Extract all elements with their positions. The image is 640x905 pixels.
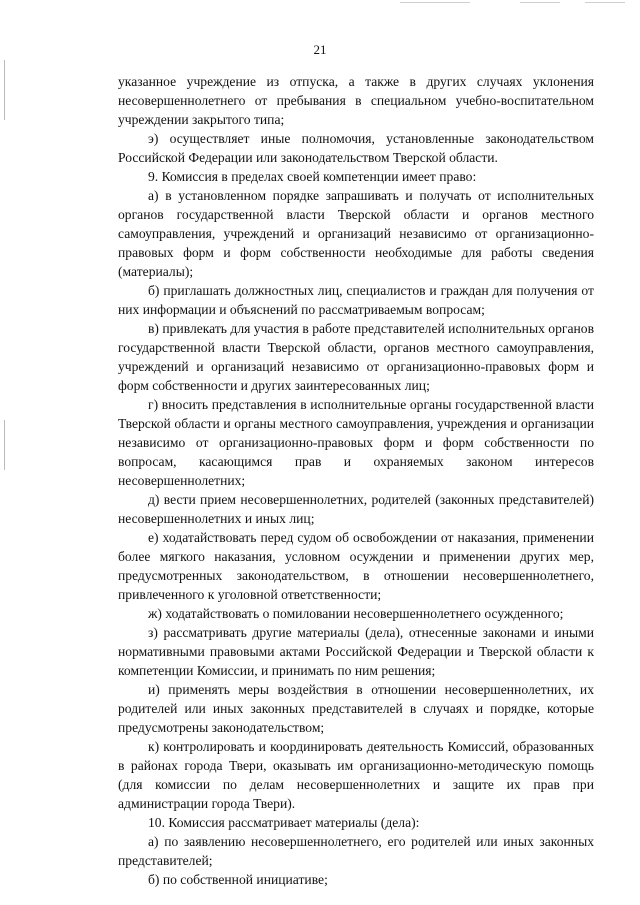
paragraph: г) вносить представления в исполнительные органы государственной власти Тверской области и органы местного самоуправления, учреждения и организации независимо от организационно-правовых форм и форм собственности по вопросам, касающимся прав и охраняемых законом интересов несовершеннолетних; (118, 397, 594, 488)
scan-top-mark (400, 2, 470, 3)
document-body (118, 72, 594, 889)
page-number: 21 (313, 42, 327, 57)
scan-edge-mark (4, 60, 5, 120)
paragraph: а) по заявлению несовершеннолетнего, его родителей или иных законных представителей; (118, 834, 594, 868)
paragraph: з) рассматривать другие материалы (дела), отнесенные законами и иными нормативными правовыми актами Российской Федерации и Тверской области к компетенции Комиссии, и принимать по ним решения; (118, 625, 594, 678)
paragraph: и) применять меры воздействия в отношении несовершеннолетних, их родителей или иных законных представителей в случаях и порядке, которые предусмотрены законодательством; (118, 682, 594, 735)
paragraph: ж) ходатайствовать о помиловании несовершеннолетнего осужденного; (148, 606, 564, 621)
paragraph: б) по собственной инициативе; (148, 872, 328, 887)
paragraph: указанное учреждение из отпуска, а также в других случаях уклонения несовершеннолетнего от пребывания в специальном учебно-воспитательном учреждении закрытого типа; (118, 74, 594, 127)
paragraph: д) вести прием несовершеннолетних, родителей (законных представителей) несовершеннолетних и иных лиц; (118, 492, 594, 526)
paragraph: е) ходатайствовать перед судом об освобождении от наказания, применении более мягкого наказания, условном осуждении и применении других мер, предусмотренных законодательством, в отношении несовершеннолетнего, привлеченного к уголовной ответственности; (118, 530, 594, 602)
paragraph: э) осуществляет иные полномочия, установленные законодательством Российской Федерации или законодательством Тверской области. (118, 131, 594, 165)
paragraph: в) привлекать для участия в работе представителей исполнительных органов государственной власти Тверской области, органов местного самоуправления, учреждений и организаций независимо от организационно-правовых форм и форм собственности и других заинтересованных лиц; (118, 321, 594, 393)
scan-top-mark (520, 2, 560, 3)
scan-edge-mark (4, 420, 5, 470)
paragraph: к) контролировать и координировать деятельность Комиссий, образованных в районах города Твери, оказывать им организационно-методическую помощь (для комиссии по делам несовершеннолетних и защите их прав при администрации города Твери). (118, 739, 594, 811)
paragraph: 10. Комиссия рассматривает материалы (дела): (148, 815, 420, 830)
paragraph: а) в установленном порядке запрашивать и получать от исполнительных органов государственной власти Тверской области и органов местного самоуправления, учреждений и организаций независимо от организационно-правовых форм и форм собственности необходимые для работы сведения (материалы); (118, 188, 594, 279)
paragraph: б) приглашать должностных лиц, специалистов и граждан для получения от них информации и объяснений по рассматриваемым вопросам; (118, 283, 594, 317)
paragraph: 9. Комиссия в пределах своей компетенции имеет право: (148, 169, 477, 184)
scan-top-mark (585, 2, 625, 3)
